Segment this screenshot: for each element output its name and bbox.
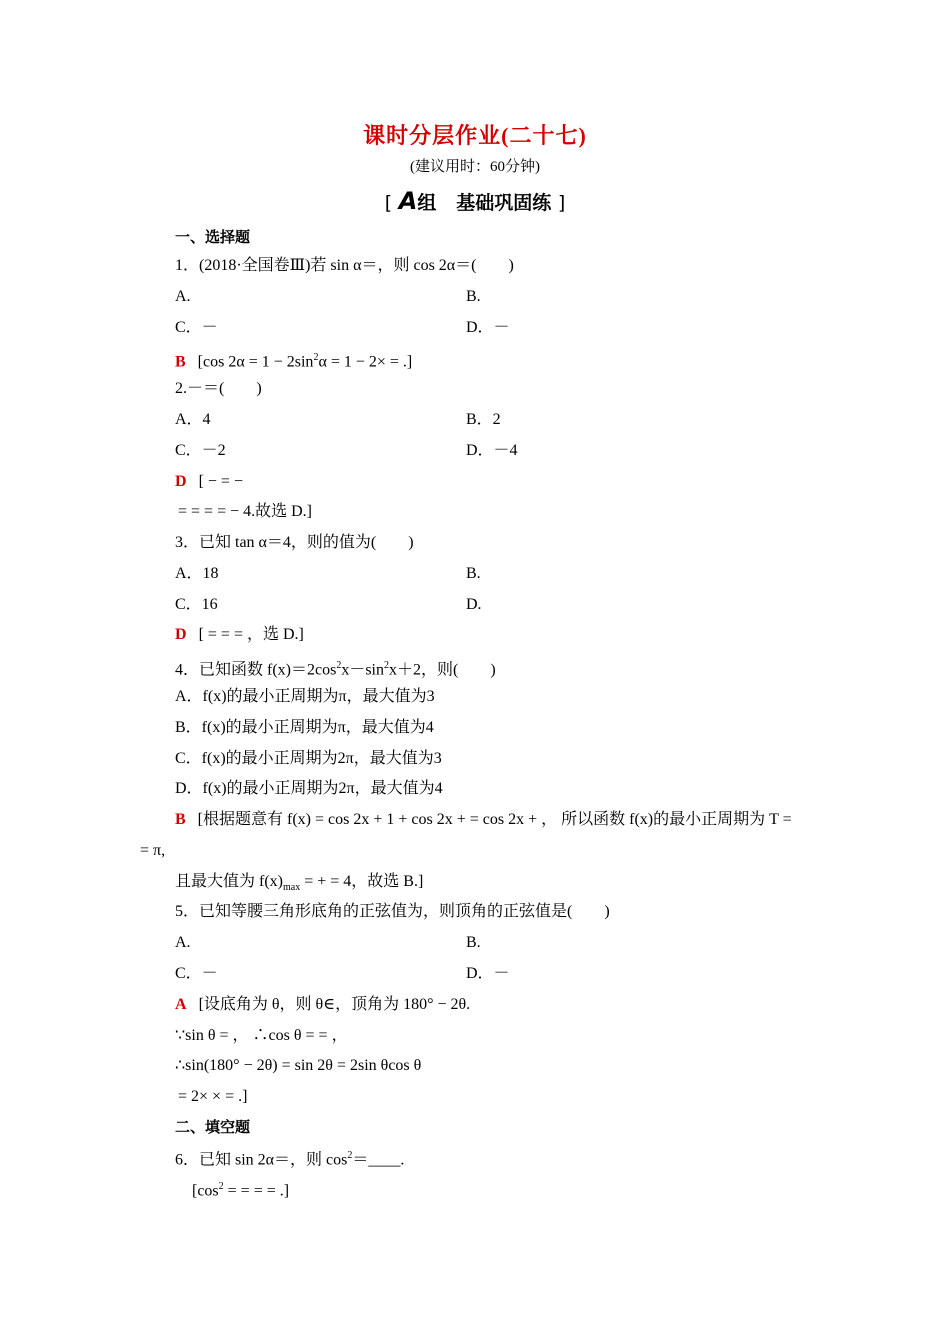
q6-exp-b: = = = = .]	[223, 1182, 290, 1200]
q6-stem-b: ＝____.	[352, 1151, 405, 1169]
q5-exp-2: ∵sin θ = ， ∴cos θ = = ，	[175, 1027, 348, 1044]
q1-explanation: B [cos $2\alpha = 1 - 2\sin^2\alpha = 1 - 2\times$ = .]	[175, 352, 413, 371]
q6-stem: 6．已知 sin 2α＝，则 $\cos^2=\_\_\_\_$.	[175, 1150, 405, 1169]
q1-exp-a: [cos 2α = 1 − 2sin	[197, 353, 314, 371]
q4-exp-1: [根据题意有 f(x) = cos 2x + 1 + cos 2x + = cos 2x + ， 所以函数 f(x)的最小正周期为 T =	[197, 811, 792, 828]
q2-stem: 2.－＝( )	[175, 380, 262, 397]
q5-answer: A	[175, 996, 187, 1013]
q5-exp-3: ∴sin(180° − 2θ) = sin 2θ = 2sin θcos θ	[175, 1057, 422, 1074]
q2-option-a: A．4	[175, 411, 211, 428]
q2-option-b: B．2	[466, 411, 501, 428]
q6-explanation: [$\cos^2$ = = = = .]	[192, 1181, 290, 1200]
q2-explanation	[175, 472, 243, 492]
q2-exp-2: = = = = − 4.故选 D.]	[178, 503, 313, 520]
page-title: 课时分层作业(二十七)	[363, 123, 587, 148]
q4-exp-3	[175, 872, 423, 898]
section-fill: 二、填空题	[175, 1118, 251, 1136]
q2-option-d: D．－4	[466, 442, 518, 459]
q3-option-a: A．18	[175, 565, 219, 582]
group-name: 基础巩固练	[456, 192, 552, 214]
q1-stem: 1．(2018·全国卷Ⅲ)若 sin α＝，则 cos 2α＝( )	[175, 257, 514, 274]
group-word: 组	[417, 192, 437, 214]
q4-stem-c: x＋2，则( )	[389, 661, 496, 679]
q4-option-c: C．f(x)的最小正周期为2π，最大值为3	[175, 750, 442, 767]
q3-option-b: B.	[466, 565, 481, 582]
q1-exp-b: α = 1 − 2× = .]	[318, 353, 413, 371]
q1-option-a: A.	[175, 288, 191, 305]
q4-option-a: A．f(x)的最小正周期为π，最大值为3	[175, 688, 435, 705]
q3-option-d: D.	[466, 596, 482, 613]
q4-option-b: B．f(x)的最小正周期为π，最大值为4	[175, 719, 434, 736]
q3-explanation	[175, 625, 304, 645]
group-left-bracket: [	[384, 192, 393, 214]
q5-option-c: C．－	[175, 965, 218, 982]
q1-option-d: D．－	[466, 319, 510, 336]
q2-answer: D	[175, 473, 187, 490]
q5-explanation	[175, 995, 470, 1015]
q3-option-c: C．16	[175, 596, 218, 613]
q4-exp-3b: = + = 4，故选 B.]	[300, 873, 424, 890]
q4-stem: 4．已知函数 $f(x)=2\cos^2x-\sin^2x+2$，则( )	[175, 660, 496, 679]
q4-answer: B	[175, 811, 186, 828]
q5-option-d: D．－	[466, 965, 510, 982]
q2-exp-1: [ − = −	[198, 473, 243, 490]
q4-exp-3-sub: max	[283, 882, 301, 894]
section-choice: 一、选择题	[175, 228, 251, 246]
q2-option-c: C．－2	[175, 442, 226, 459]
q3-exp: [ = = = ，选 D.]	[198, 626, 304, 643]
q4-option-d: D．f(x)的最小正周期为2π，最大值为4	[175, 780, 443, 797]
group-right-bracket: ]	[557, 192, 566, 214]
q4-explanation	[175, 810, 792, 830]
q5-exp-4: = 2× × = .]	[178, 1088, 248, 1105]
q4-stem-a: 4．已知函数 f(x)＝2cos	[175, 661, 337, 679]
q5-exp-1: [设底角为 θ，则 θ∈，顶角为 180° − 2θ.	[198, 996, 471, 1013]
q1-option-b: B.	[466, 288, 481, 305]
q5-option-b: B.	[466, 934, 481, 951]
q1-option-c: C．－	[175, 319, 218, 336]
q4-exp-2: = π,	[140, 842, 166, 859]
q5-option-a: A.	[175, 934, 191, 951]
q5-stem: 5．已知等腰三角形底角的正弦值为，则顶角的正弦值是( )	[175, 903, 610, 920]
suggested-time: (建议用时：60分钟)	[410, 159, 540, 175]
q3-answer: D	[175, 626, 187, 643]
q4-stem-b: x－sin	[341, 661, 385, 679]
group-heading	[0, 188, 950, 216]
q3-stem: 3．已知 tan α＝4，则的值为( )	[175, 534, 414, 551]
q1-answer: B	[175, 353, 186, 371]
q6-exp-a: [cos	[192, 1182, 219, 1200]
q4-exp-3a: 且最大值为 f(x)	[175, 873, 283, 890]
group-letter: A	[398, 187, 418, 215]
q6-stem-a: 6．已知 sin 2α＝，则 cos	[175, 1151, 348, 1169]
